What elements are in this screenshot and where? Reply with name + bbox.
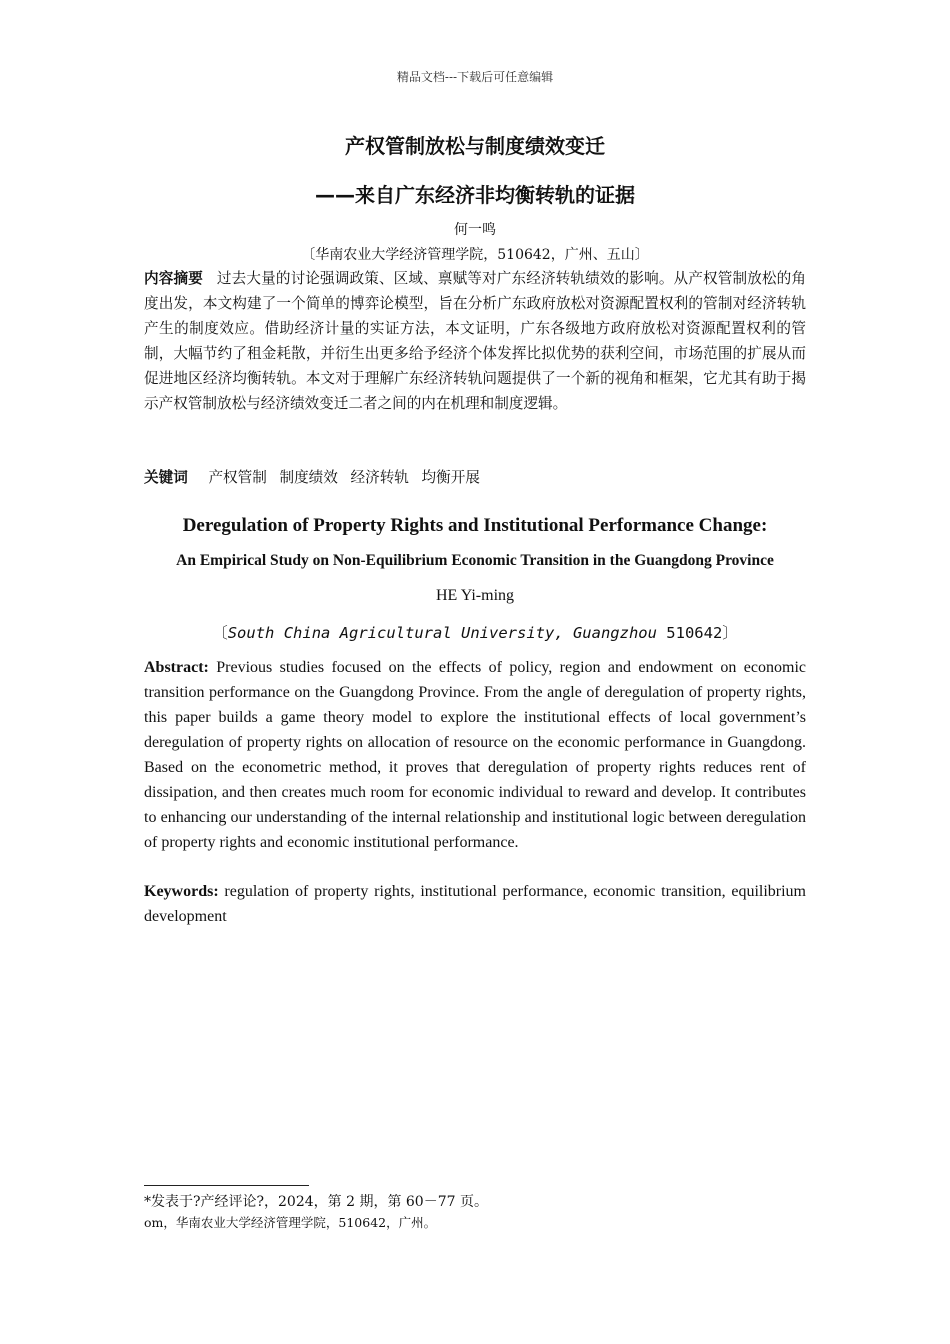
- author-en: HE Yi-ming: [435, 587, 515, 604]
- abstract-en-label: Abstract:: [144, 659, 209, 676]
- affiliation-en-institution: South China Agricultural University, Guangzhou: [227, 624, 657, 642]
- keywords-en: [144, 879, 806, 929]
- footnote-2: om，华南农业大学经济管理学院，510642，广州。: [144, 1215, 437, 1230]
- author-cn: 何一鸣: [454, 222, 496, 238]
- keyword-cn: 产权管制: [208, 469, 267, 486]
- footnote-1: *发表于?产经评论?，2024，第 2 期，第 60－77 页。: [144, 1194, 488, 1210]
- page-header: 精品文档---下载后可任意编辑: [396, 70, 554, 84]
- keyword-cn: 经济转轨: [350, 469, 409, 486]
- affiliation-en-close: 〕: [722, 624, 738, 642]
- abstract-cn: [144, 266, 806, 416]
- title-en-line2: An Empirical Study on Non-Equilibrium Economic Transition in the Guangdong Province: [176, 552, 774, 569]
- keywords-cn: [144, 466, 806, 487]
- abstract-cn-label: 内容摘要: [144, 270, 203, 287]
- footnote-divider: [144, 1185, 309, 1186]
- title-cn-line1: 产权管制放松与制度绩效变迁: [345, 134, 605, 158]
- keywords-en-text: regulation of property rights, institutional performance, economic transition, equilibrium development: [144, 883, 806, 925]
- keywords-cn-label: 关键词: [144, 469, 188, 486]
- affiliation-en-open: 〔: [212, 624, 228, 642]
- affiliation-cn: 〔华南农业大学经济管理学院，510642，广州、五山〕: [301, 247, 649, 263]
- keyword-cn: 制度绩效: [279, 469, 338, 486]
- abstract-cn-text: 过去大量的讨论强调政策、区域、禀赋等对广东经济转轨绩效的影响。从产权管制放松的角度出发，本文构建了一个简单的博弈论模型，旨在分析广东政府放松对资源配置权利的管制对经济转轨产生的制度效应。借助经济计量的实证方法，本文证明，广东各级地方政府放松对资源配置权利的管制，大幅节约了租金耗散，并衍生出更多给予经济个体发挥比拟优势的获利空间，市场范围的扩展从而促进地区经济均衡转轨。本文对于理解广东经济转轨问题提供了一个新的视角和框架，它尤其有助于揭示产权管制放松与经济绩效变迁二者之间的内在机理和制度逻辑。: [144, 270, 806, 412]
- abstract-en: [144, 655, 806, 855]
- keywords-en-label: Keywords:: [144, 883, 219, 900]
- affiliation-en-postcode: 510642: [656, 624, 723, 642]
- keyword-cn: 均衡开展: [421, 469, 480, 486]
- abstract-en-text: Previous studies focused on the effects of policy, region and endowment on economic transition performance on the Guangdong Province. From the angle of deregulation of property rights, this paper builds a game theory model to explore the institutional effects of local government’s deregulation of property rights on allocation of resource on the economic performance in Guangdong. Based on the econometric method, it proves that deregulation of property rights reduces rent of dissipation, and then creates much room for economic individual to reward and develop. It contributes to enhancing our understanding of the internal relationship and institutional logic between deregulation of property rights and economic institutional performance.: [144, 659, 806, 851]
- title-en-line1: Deregulation of Property Rights and Institutional Performance Change:: [182, 515, 768, 536]
- title-cn-line2: ——来自广东经济非均衡转轨的证据: [315, 183, 635, 207]
- affiliation-en: [0, 621, 950, 643]
